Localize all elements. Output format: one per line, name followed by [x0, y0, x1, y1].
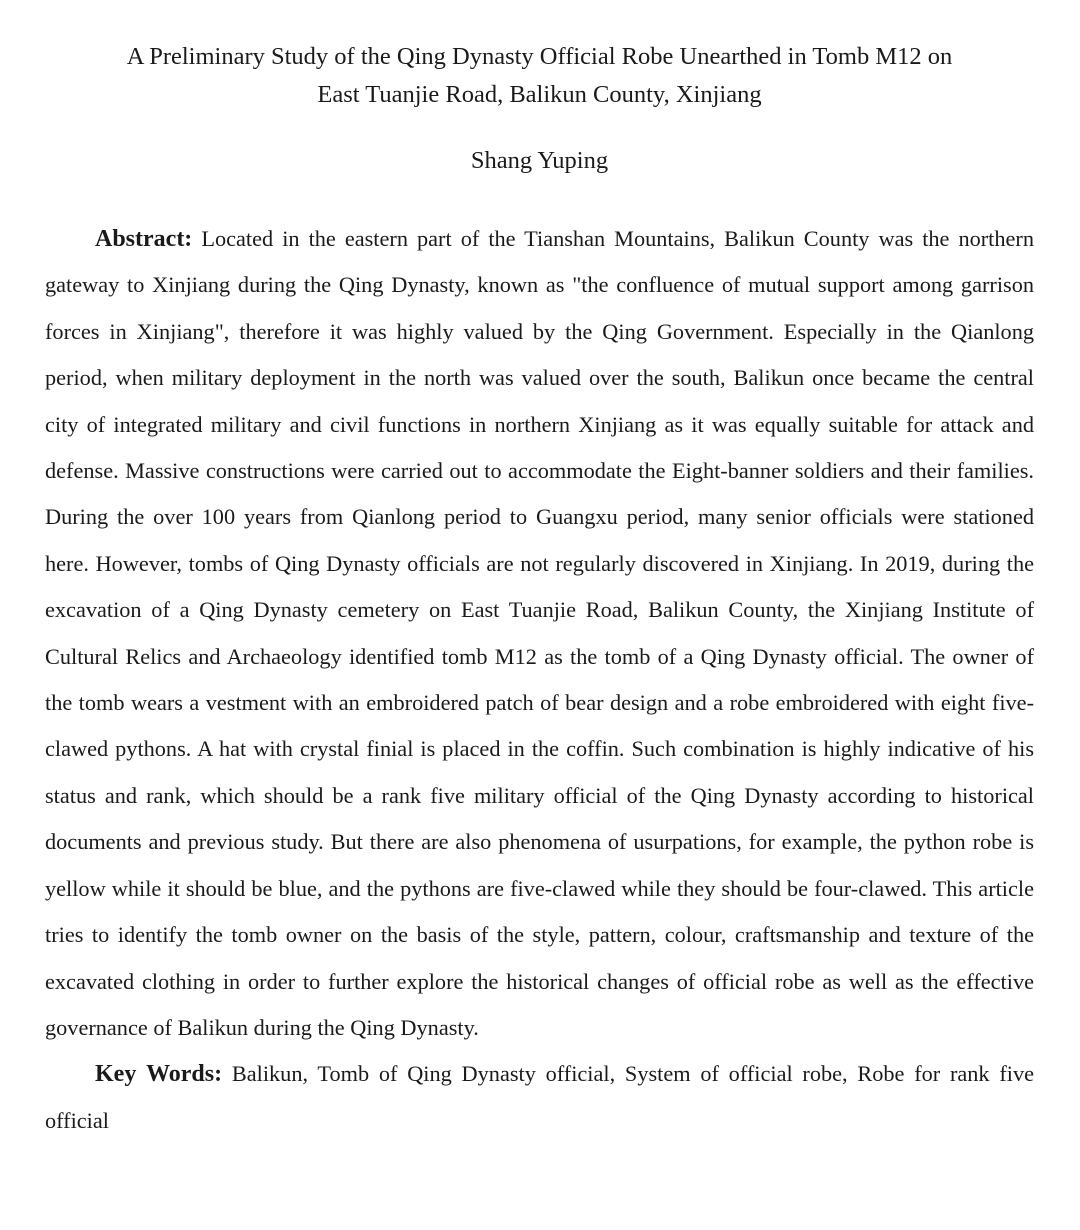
keywords-text: Balikun, Tomb of Qing Dynasty official, System of official robe, Robe for rank five official: [45, 1061, 1035, 1133]
paper-title: [45, 38, 1034, 114]
keywords-paragraph: [45, 1051, 1034, 1144]
paper-title-line-2: East Tuanjie Road, Balikun County, Xinjiang: [317, 81, 762, 108]
paper-page: [45, 38, 1034, 1144]
abstract-label: Abstract:: [95, 226, 193, 252]
author-name: Shang Yuping: [470, 147, 609, 174]
paper-title-line-1: A Preliminary Study of the Qing Dynasty Official Robe Unearthed in Tomb M12 on: [126, 43, 953, 70]
abstract-text: Located in the eastern part of the Tianshan Mountains, Balikun County was the northern gateway to Xinjiang during the Qing Dynasty, known as "the confluence of mutual support among garrison forces in Xinjiang", therefore it was highly valued by the Qing Government. Especially in the Qianlong period, when military deployment in the north was valued over the south, Balikun once became the central city of integrated military and civil functions in northern Xinjiang as it was equally suitable for attack and defense. Massive constructions were carried out to accommodate the Eight-banner soldiers and their families. During the over 100 years from Qianlong period to Guangxu period, many senior officials were stationed here. However, tombs of Qing Dynasty officials are not regularly discovered in Xinjiang. In 2019, during the excavation of a Qing Dynasty cemetery on East Tuanjie Road, Balikun County, the Xinjiang Institute of Cultural Relics and Archaeology identified tomb M12 as the tomb of a Qing Dynasty official. The owner of the tomb wears a vestment with an embroidered patch of bear design and a robe embroidered with eight five-clawed pythons. A hat with crystal finial is placed in the coffin. Such combination is highly indicative of his status and rank, which should be a rank five military official of the Qing Dynasty according to historical documents and previous study. But there are also phenomena of usurpations, for example, the python robe is yellow while it should be blue, and the pythons are five-clawed while they should be four-clawed. This article tries to identify the tomb owner on the basis of the style, pattern, colour, craftsmanship and texture of the excavated clothing in order to further explore the historical changes of official robe as well as the effective governance of Balikun during the Qing Dynasty.: [45, 226, 1034, 1040]
keywords-label: Key Words:: [95, 1061, 223, 1088]
abstract-paragraph: [45, 216, 1034, 1051]
